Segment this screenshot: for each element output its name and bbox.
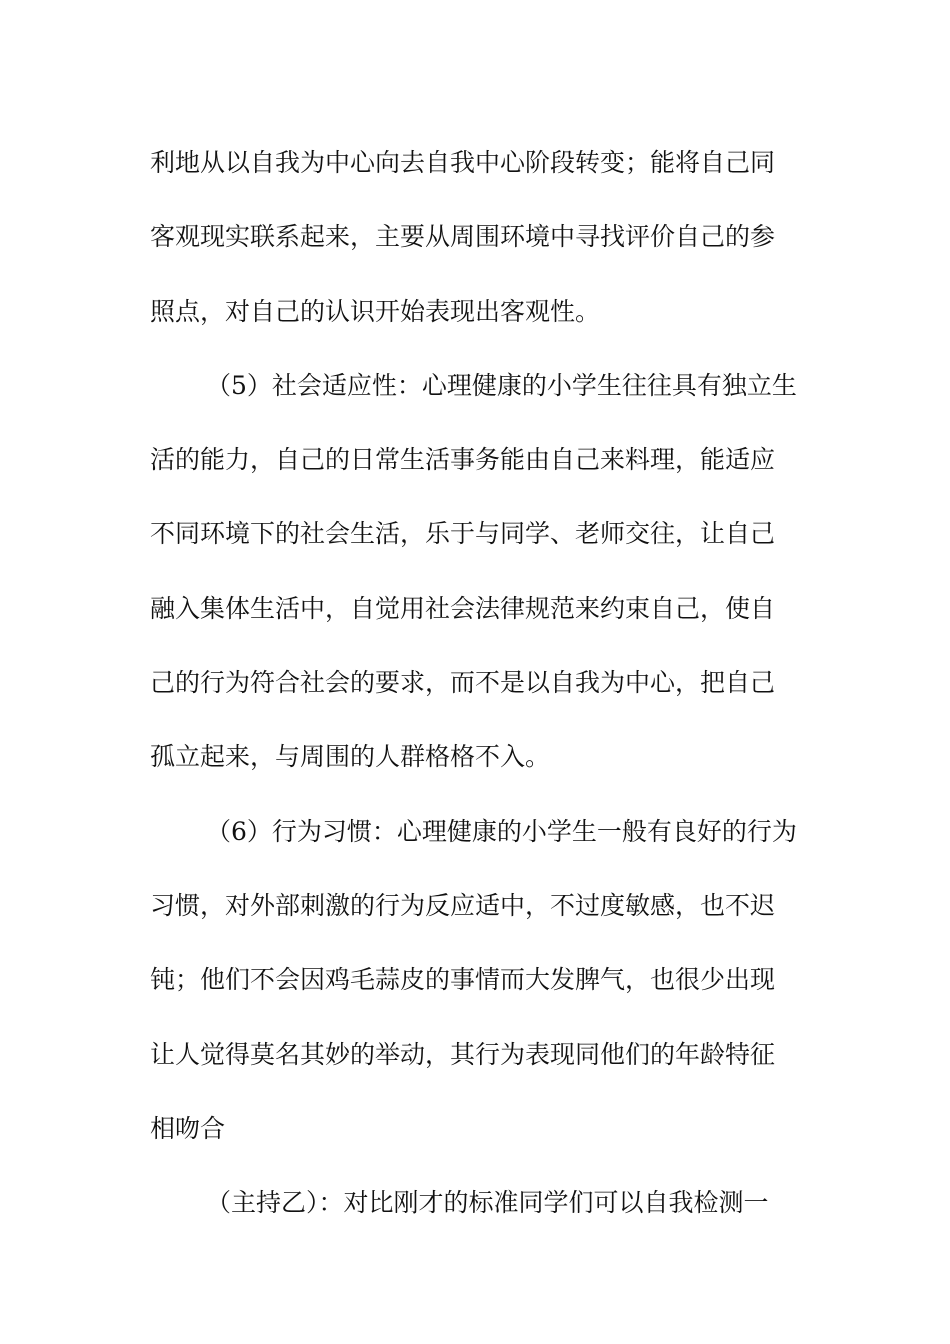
text-line: 不同环境下的社会生活，乐于与同学、老师交往，让自己 xyxy=(150,519,776,549)
text-line: 钝；他们不会因鸡毛蒜皮的事情而大发脾气，也很少出现 xyxy=(150,965,776,995)
body-text xyxy=(150,126,810,1240)
text-line: 活的能力，自己的日常生活事务能由自己来料理，能适应 xyxy=(150,445,776,475)
text-line: 客观现实联系起来，主要从周围环境中寻找评价自己的参 xyxy=(150,222,776,252)
text-line: 利地从以自我为中心向去自我中心阶段转变；能将自己同 xyxy=(150,148,776,177)
paragraph-start-line: （5）社会适应性：心理健康的小学生往往具有独立生 xyxy=(206,370,797,400)
text-line: 己的行为符合社会的要求，而不是以自我为中心，把自己 xyxy=(150,668,776,698)
text-line: 习惯，对外部刺激的行为反应适中，不过度敏感，也不迟 xyxy=(150,890,776,920)
text-line: 让人觉得莫名其妙的举动，其行为表现同他们的年龄特征 xyxy=(150,1039,776,1069)
paragraph-start-line: （主持乙）：对比刚才的标准同学们可以自我检测一 xyxy=(206,1188,769,1218)
text-line: 融入集体生活中，自觉用社会法律规范来约束自己，使自 xyxy=(150,593,776,623)
text-line: 相吻合 xyxy=(150,1113,226,1143)
text-line: 孤立起来，与周围的人群格格不入。 xyxy=(150,742,551,772)
paragraph-start-line: （6）行为习惯：心理健康的小学生一般有良好的行为 xyxy=(206,816,797,846)
text-line: 照点，对自己的认识开始表现出客观性。 xyxy=(150,296,601,326)
